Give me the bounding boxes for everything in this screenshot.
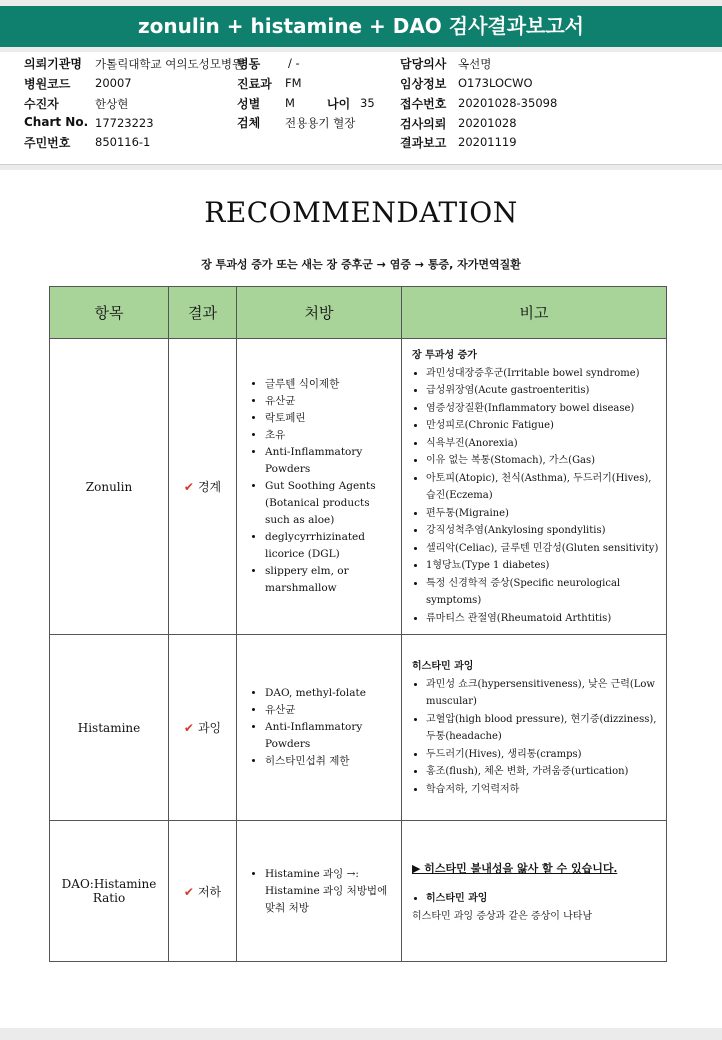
result-value: 과잉 [197, 721, 222, 735]
patient-value: 한상현 [95, 97, 129, 111]
prescription-dao-ratio [237, 821, 402, 962]
prescription-histamine [237, 635, 402, 821]
patient-info-panel [0, 52, 722, 165]
note-item: • 특정 신경학적 증상(Specific neurological symptoms) [426, 575, 660, 610]
check-icon: ✔ [183, 480, 194, 494]
result-value: 경계 [197, 480, 222, 494]
result-zonulin [169, 339, 237, 635]
receipt-no-value: 20201028-35098 [458, 96, 558, 110]
prescription-item: • Anti-Inflammatory Powders [265, 719, 397, 753]
note-item: • 이유 없는 복통(Stomach), 가스(Gas) [426, 452, 660, 470]
note-item: • 편두통(Migraine) [426, 505, 660, 523]
note-histamine [402, 635, 667, 821]
prescription-item: • 락토페린 [265, 410, 397, 427]
prescription-zonulin [237, 339, 402, 635]
item-dao-ratio: DAO:Histamine Ratio [50, 821, 169, 962]
receipt-no-label: 접수번호 [400, 97, 447, 111]
chart-no-value: 17723223 [95, 116, 154, 130]
report-date-label: 결과보고 [400, 136, 447, 150]
note-item: • 과민성 쇼크(hypersensitiveness), 낮은 근력(Low muscular) [426, 676, 660, 711]
header-result: 결과 [169, 287, 237, 339]
institution-value: 가톨릭대학교 여의도성모병원 [95, 57, 244, 71]
department-label: 진료과 [237, 77, 272, 91]
note-item: • 과민성대장증후군(Irritable bowel syndrome) [426, 365, 660, 383]
recommendation-subtitle: 장 투과성 증가 또는 새는 장 증후군 → 염증 → 통증, 자가면역질환 [201, 258, 521, 271]
prescription-item: • Gut Soothing Agents (Botanical products such as aloe) [265, 478, 397, 529]
note-item: • 고혈압(high blood pressure), 현기증(dizziness), 두통(headache) [426, 711, 660, 746]
prescription-item: • DAO, methyl-folate [265, 685, 397, 702]
doctor-label: 담당의사 [400, 57, 447, 71]
note-item: • 만성피로(Chronic Fatigue) [426, 417, 660, 435]
table-row-histamine [50, 635, 667, 821]
doctor-value: 옥선명 [458, 57, 492, 71]
note-item: • 학습저하, 기억력저하 [426, 781, 660, 799]
department-value: FM [285, 76, 302, 90]
report-title-banner: zonulin + histamine + DAO 검사결과보고서 [0, 6, 722, 47]
note-item: • 셀리악(Celiac), 글루텐 민감성(Gluten sensitivity) [426, 540, 660, 558]
item-zonulin: Zonulin [50, 339, 169, 635]
table-row-dao-ratio [50, 821, 667, 962]
note-item: • 급성위장염(Acute gastroenteritis) [426, 382, 660, 400]
note-item: • 염증성장질환(Inflammatory bowel disease) [426, 400, 660, 418]
prescription-item: • slippery elm, or marshmallow [265, 563, 397, 597]
prescription-item: • 초유 [265, 427, 397, 444]
report-date-value: 20201119 [458, 135, 517, 149]
table-header-row [50, 287, 667, 339]
prescription-item: • 히스타민섭취 제한 [265, 753, 397, 770]
recommendation-table [49, 286, 667, 962]
specimen-value: 전용용기 혈장 [285, 116, 356, 130]
request-date-label: 검사의뢰 [400, 117, 447, 131]
age-value: 35 [360, 96, 375, 110]
check-icon: ✔ [183, 884, 194, 899]
header-prescription: 처방 [237, 287, 402, 339]
ward-label: 병동 [237, 57, 261, 71]
age-label: 나이 [327, 97, 351, 111]
prescription-item: • 글루텐 식이제한 [265, 376, 397, 393]
result-dao-ratio [169, 821, 237, 962]
note-zonulin [402, 339, 667, 635]
note-text: 히스타민 과잉 증상과 같은 증상이 나타남 [412, 911, 593, 923]
hospital-code-label: 병원코드 [24, 77, 71, 91]
item-histamine: Histamine [50, 635, 169, 821]
result-histamine [169, 635, 237, 821]
request-date-value: 20201028 [458, 116, 517, 130]
note-item: • 식욕부진(Anorexia) [426, 435, 660, 453]
clinical-info-value: O173LOCWO [458, 76, 533, 90]
note-title: 장 투과성 증가 [412, 349, 477, 361]
note-title: 히스타민 과잉 [412, 660, 474, 672]
check-icon: ✔ [183, 721, 194, 735]
clinical-info-label: 임상정보 [400, 77, 447, 91]
table-row-zonulin [50, 339, 667, 635]
sex-value: M [285, 96, 295, 110]
note-item: • 홍조(flush), 체온 변화, 가려움증(urtication) [426, 763, 660, 781]
header-note: 비고 [402, 287, 667, 339]
note-dao-ratio [402, 821, 667, 962]
resident-no-value: 850116-1 [95, 135, 151, 149]
hospital-code-value: 20007 [95, 76, 132, 90]
prescription-item: • 유산균 [265, 393, 397, 410]
note-item: • 아토피(Atopic), 천식(Asthma), 두드러기(Hives), 습진(Eczema) [426, 470, 660, 505]
prescription-item: • 유산균 [265, 702, 397, 719]
patient-label: 수진자 [24, 97, 59, 111]
note-item: • 류마티스 관절염(Rheumatoid Arthtitis) [426, 610, 660, 628]
intolerance-warning: ▶ 히스타민 불내성을 앓사 할 수 있습니다. [412, 861, 618, 875]
header-item: 항목 [50, 287, 169, 339]
note-item: • 두드러기(Hives), 생리통(cramps) [426, 746, 660, 764]
result-value: 저하 [197, 884, 222, 899]
resident-no-label: 주민번호 [24, 136, 71, 150]
chart-no-label: Chart No. [24, 115, 89, 129]
sex-label: 성별 [237, 97, 261, 111]
specimen-label: 검체 [237, 116, 261, 130]
recommendation-title: RECOMMENDATION [204, 196, 518, 229]
note-title: • 히스타민 과잉 [426, 890, 660, 908]
prescription-item: • Histamine 과잉 →: Histamine 과잉 처방법에 맞춰 처방 [265, 866, 397, 917]
institution-label: 의뢰기관명 [24, 57, 82, 71]
prescription-item: • Anti-Inflammatory Powders [265, 444, 397, 478]
note-item: • 1형당뇨(Type 1 diabetes) [426, 557, 660, 575]
ward-value: / - [288, 56, 300, 70]
note-item: • 강직성척추염(Ankylosing spondylitis) [426, 522, 660, 540]
prescription-item: • deglycyrrhizinated licorice (DGL) [265, 529, 397, 563]
